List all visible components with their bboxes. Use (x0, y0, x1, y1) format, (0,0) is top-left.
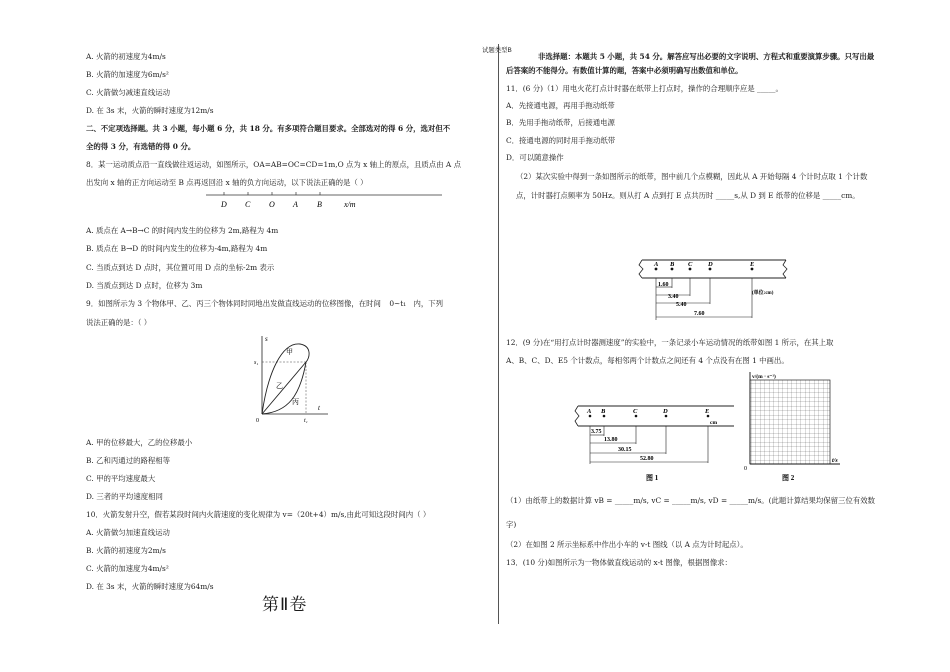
q8-option-d: D. 当质点到达 D 点时，位移为 3m (86, 281, 203, 290)
tape2-unit-label: cm (710, 420, 718, 426)
q8-option-b: B. 质点在 B→D 的时间内发生的位移为-4m,路程为 4m (86, 244, 268, 253)
q11-part2-stem-cont: 点，计时器打点频率为 50Hz。则从打 A 点到打 E 点共历时 _____s,从 D 到 E 纸带的位移是 _____cm。 (516, 191, 860, 200)
q13-stem: 13．(10 分)如图所示为一物体做直线运动的 x-t 图像，根据图像求： (506, 558, 732, 567)
dim-label-3: 5.40 (676, 302, 687, 308)
q8-stem: 8．某一运动质点沿一直线做往返运动，如图所示，OA=AB=OC=CD=1m,O 点为 x 轴上的原点，且质点由 A 点 (86, 160, 461, 169)
q9-option-d: D. 三者的平均速度相同 (86, 492, 163, 501)
q12-part2: （2）在如图 2 所示坐标系中作出小车的 v-t 图线（以 A 点为计时起点）。 (506, 540, 748, 549)
q9-stem-end: 内，下列 (413, 299, 444, 308)
tape2-dot-c (635, 415, 638, 418)
x-axis-label: t (318, 404, 320, 412)
dim-label-4: 7.60 (694, 311, 705, 317)
q9-stem-text: 9．如图所示为 3 个物体甲、乙、丙三个物体同时同地出发做直线运动的位移图像，在时间 (86, 299, 381, 308)
section2-heading: 二、不定项选择题。共 3 小题，每小题 6 分，共 18 分。有多项符合题目要求。全部选对的得 6 分，选对但不 (86, 124, 451, 133)
q10-stem: 10．火箭发射升空，假若某段时间内火箭速度的变化规律为 v=（20t+4）m/s,由此可知这段时间内（ ） (86, 510, 431, 519)
tape2-label-c: C (633, 408, 638, 415)
fig2-caption: 图 2 (782, 474, 795, 482)
tape-label-b: B (670, 261, 675, 268)
tape-dot-b (671, 268, 674, 271)
tape2-dim-4: 52.80 (640, 456, 654, 462)
q9-interval: 0~t₁ (389, 299, 407, 308)
t-axis-label: t/s (832, 458, 838, 464)
tape2-dot-d (665, 415, 668, 418)
tape-dot-a (655, 268, 658, 271)
q9-option-b: B. 乙和丙通过的路程相等 (86, 456, 171, 465)
tape2-dot-a-mark (589, 415, 592, 418)
y-axis-label: s (265, 335, 268, 343)
tape2-dim-3: 30.15 (618, 447, 632, 453)
q10-option-d: D. 在 3s 末，火箭的瞬时速度为64m/s (86, 582, 214, 591)
tape2-label-e: E (705, 408, 710, 415)
tape2-dim-1: 3.75 (591, 429, 602, 435)
q11-option-a: A．先接通电源，再用手拖动纸带 (506, 101, 615, 110)
label-b: B (317, 200, 322, 209)
tape-left-tear (639, 260, 643, 278)
q12-vt-grid (742, 370, 852, 482)
section3-heading: 非选择题：本题共 5 小题，共 54 分。解答应写出必要的文字说明、方程式和重要演算步骤。只写出最 (538, 52, 875, 61)
grid-area (750, 380, 830, 464)
tape-label-d: D (708, 261, 713, 268)
s1-label: s₁ (254, 360, 259, 366)
q11-paper-tape-figure (634, 256, 800, 322)
dim-label-1: 1.60 (658, 282, 669, 288)
tape2-left-tear (575, 406, 579, 426)
tape-label-c: C (688, 261, 693, 268)
part-two-title: 第Ⅱ卷 (262, 595, 308, 614)
section3-heading-cont: 后答案的不能得分。有数值计算的题，答案中必须明确写出数值和单位。 (506, 66, 743, 75)
tape2-label-d: D (663, 408, 668, 415)
q7-option-d: D. 在 3s 末，火箭的瞬时速度为12m/s (86, 106, 214, 115)
paper-type-label: 试题类型B (482, 47, 512, 54)
origin-label: 0 (256, 418, 259, 424)
column-divider (498, 44, 499, 624)
t1-label: t₁ (304, 418, 308, 424)
tape2-label-a: A (587, 408, 592, 415)
tape2-dim-2: 13.80 (604, 437, 618, 443)
q12-stem-cont: A、B、C、D、E5 个计数点，每相邻两个计数点之间还有 4 个点没有在图 1 中画出。 (506, 356, 789, 365)
q10-option-c: C. 火箭的加速度为4m/s² (86, 564, 169, 573)
v-axis-label: v/(m · s⁻¹) (752, 374, 776, 380)
q12-stem: 12．(9 分)在“用打点计时器测速度”的实验中，一条记录小车运动情况的纸带如图 1 所示，在其上取 (506, 338, 834, 347)
q9-stem-cont: 说法正确的是：（ ） (86, 318, 152, 327)
label-c: C (245, 200, 251, 209)
yi-label: 乙 (276, 382, 283, 390)
tape-dot-d (709, 268, 712, 271)
fig1-caption: 图 1 (646, 474, 659, 482)
tape-label-e: E (750, 261, 755, 268)
q7-option-a: A. 火箭的初速度为4m/s (86, 52, 166, 61)
q9-option-c: C. 甲的平均速度最大 (86, 474, 156, 483)
label-xm: x/m (344, 200, 356, 209)
q10-option-b: B. 火箭的初速度为2m/s (86, 546, 166, 555)
tape2-label-b: B (601, 408, 606, 415)
q11-option-d: D．可以随意操作 (506, 153, 564, 162)
q8-option-c: C. 当质点到达 D 点时，其位置可用 D 点的坐标-2m 表示 (86, 263, 275, 272)
grid-origin: 0 (744, 466, 747, 472)
q8-stem-cont: 出发向 x 轴的正方向运动至 B 点再返回沿 x 轴的负方向运动，以下说法正确的是（ ） (86, 178, 368, 187)
q11-option-c: C．接通电源的同时用手拖动纸带 (506, 136, 616, 145)
dim-label-2: 3.40 (668, 294, 679, 300)
q11-part2-stem: （2）某次实验中得到一条如图所示的纸带，图中前几个点模糊，因此从 A 开始每隔 4 个计时点取 1 个计数 (516, 172, 868, 181)
tape-label-a: A (654, 261, 659, 268)
q12-part1: （1）由纸带上的数据计算 vB = _____m/s, vC = _____m/s, vD = _____m/s。(此题计算结果均保留三位有效数 (506, 496, 876, 505)
q8-axis-figure (206, 188, 466, 212)
section2-heading-cont: 全的得 3 分，有选错的得 0 分。 (86, 142, 196, 151)
line-yi (262, 362, 306, 414)
q7-option-c: C. 火箭做匀减速直线运动 (86, 88, 170, 97)
label-d: D (221, 200, 227, 209)
q10-option-a: A. 火箭做匀加速直线运动 (86, 528, 170, 537)
bing-label: 丙 (292, 398, 299, 406)
tape-dot-e (751, 268, 754, 271)
label-o: O (269, 200, 275, 209)
q11-option-b: B．先用手拖动纸带，后接通电源 (506, 118, 615, 127)
q9-position-graph (254, 332, 330, 424)
tape2-dot-e (707, 415, 710, 418)
q12-part1-cont: 字) (506, 520, 517, 529)
jia-label: 甲 (286, 348, 293, 356)
q12-paper-tape-figure (574, 398, 736, 484)
tape2-dot-b (603, 415, 606, 418)
tape-unit-label: (单位:cm) (752, 291, 774, 296)
q11-stem: 11．(6 分)（1）用电火花打点计时器在纸带上打点时，操作的合理顺序应是 _____。 (506, 84, 783, 93)
tape-right-tear (783, 260, 787, 278)
q7-option-b: B. 火箭的加速度为6m/s² (86, 70, 169, 79)
tape-dot-c (689, 268, 692, 271)
q9-option-a: A. 甲的位移最大，乙的位移最小 (86, 438, 193, 447)
q8-option-a: A. 质点在 A→B→C 的时间内发生的位移为 2m,路程为 4m (86, 226, 279, 235)
label-a: A (293, 200, 298, 209)
q9-stem (86, 299, 443, 309)
